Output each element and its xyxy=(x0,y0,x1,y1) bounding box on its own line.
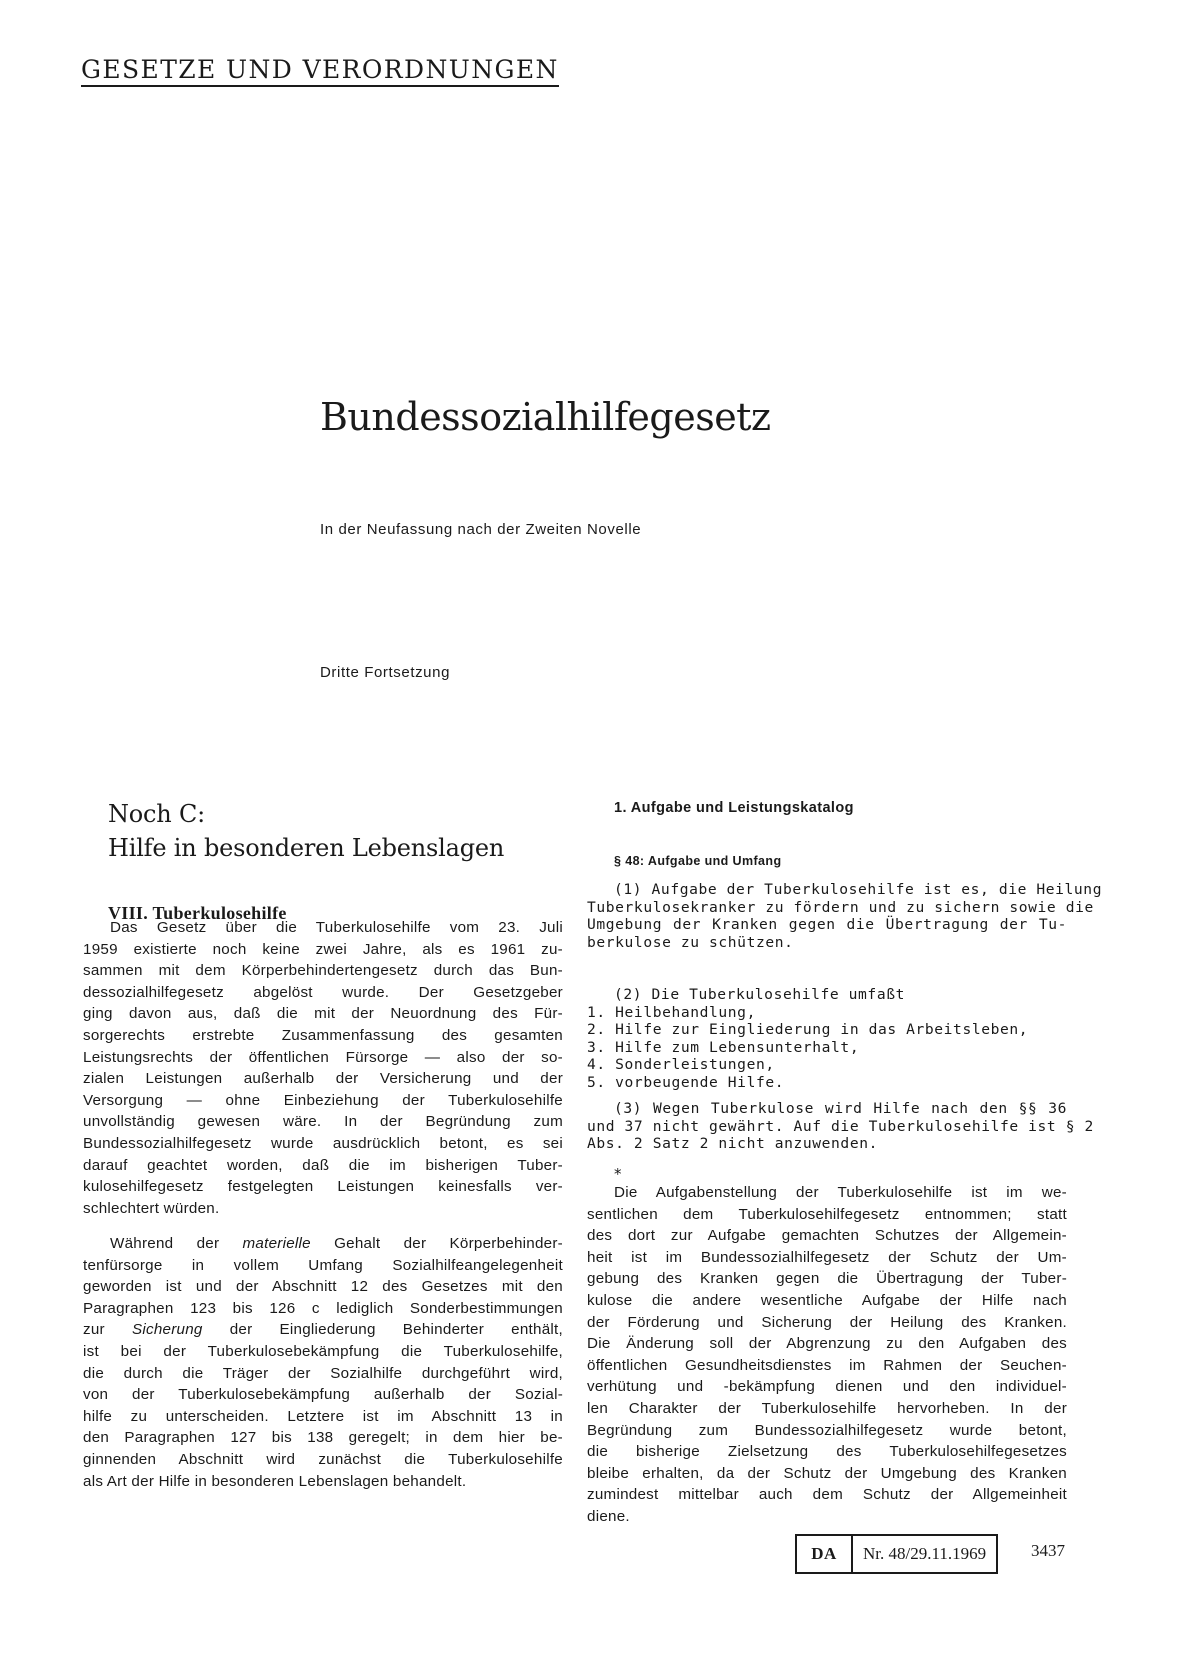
text-line: sorgerechts erstrebte Zusammenfassung des gesamten xyxy=(83,1026,563,1044)
text-line: 1959 existierte noch keine zwei Jahre, als es 1961 zu- xyxy=(83,940,563,958)
text-line: 3. Hilfe zum Lebensunterhalt, xyxy=(587,1038,860,1056)
text-line: Die Aufgabenstellung der Tuberkulosehilfe ist im we- xyxy=(614,1184,1067,1201)
text-segment: den Paragraphen 127 bis 138 geregelt; in dem hier be- xyxy=(83,1429,563,1447)
text-line: Bundessozialhilfegesetz wurde ausdrücklich betont, es sei xyxy=(83,1134,563,1152)
part-title-line: Noch C: xyxy=(108,800,206,828)
part-title xyxy=(108,797,588,865)
text-line xyxy=(83,1233,563,1255)
text-line: Leistungsrechts der öffentlichen Fürsorge — also der so- xyxy=(83,1048,563,1066)
text-line: zialen Leistungen außerhalb der Versicherung und der xyxy=(83,1070,563,1088)
text-line: kulose die andere wesentliche Aufgabe der Hilfe nach xyxy=(587,1291,1067,1309)
document-title: Bundessozialhilfegesetz xyxy=(320,395,771,439)
left-paragraph-1 xyxy=(83,917,563,1219)
law-paragraph-1 xyxy=(587,881,1103,951)
text-segment: von der Tuberkulosebekämpfung außerhalb der Sozial- xyxy=(83,1386,563,1404)
text-line xyxy=(83,1363,563,1385)
footer-issue-box xyxy=(795,1534,998,1574)
text-line: diene. xyxy=(587,1507,630,1525)
text-line: 2. Hilfe zur Eingliederung in das Arbeitsleben, xyxy=(587,1021,1029,1039)
issue-number: Nr. 48/29.11.1969 xyxy=(863,1544,987,1563)
text-line: Das Gesetz über die Tuberkulosehilfe vom 23. Juli xyxy=(110,919,563,936)
text-line: dessozialhilfegesetz abgelöst wurde. Der Gesetzgeber xyxy=(83,983,563,1001)
text-line: des dort zur Aufgabe gemachten Schutzes der Allgemein- xyxy=(587,1227,1067,1245)
text-segment: zur xyxy=(83,1321,132,1339)
text-line xyxy=(83,1384,563,1406)
subsection-heading: VIII. Tuberkulosehilfe xyxy=(108,903,287,923)
text-segment: ist bei der Tuberkulosebekämpfung die Tuberkulosehilfe, xyxy=(83,1342,563,1360)
text-line: Tuberkulosekranker zu fördern und zu sichern sowie die xyxy=(587,898,1094,916)
text-line: der Förderung und Sicherung der Heilung des Kranken. xyxy=(587,1313,1067,1331)
chapter-heading: 1. Aufgabe und Leistungskatalog xyxy=(614,800,854,816)
text-line: Abs. 2 Satz 2 nicht anzuwenden. xyxy=(587,1135,878,1153)
journal-logo: DA xyxy=(797,1536,853,1572)
text-line xyxy=(83,1255,563,1277)
text-segment: der Eingliederung Behinderter enthält, xyxy=(202,1321,563,1339)
text-line: heit ist im Bundessozialhilfegesetz der Schutz der Um- xyxy=(587,1248,1067,1266)
text-line: und 37 nicht gewährt. Auf die Tuberkulosehilfe ist § 2 xyxy=(587,1117,1094,1135)
text-line: schlechtert würden. xyxy=(83,1199,220,1217)
text-line: gebung des Kranken gegen die Übertragung der Tuber- xyxy=(587,1270,1067,1288)
text-line: 5. vorbeugende Hilfe. xyxy=(587,1073,785,1091)
text-line xyxy=(83,1471,563,1493)
text-line: bleibe erhalten, da der Schutz der Umgebung des Kranken xyxy=(587,1464,1067,1482)
commentary-paragraph xyxy=(587,1182,1067,1528)
paragraph-heading: § 48: Aufgabe und Umfang xyxy=(614,854,782,868)
text-line xyxy=(83,1427,563,1449)
separator-asterisk: * xyxy=(614,1165,622,1183)
text-line: sammen mit dem Körperbehindertengesetz durch das Bun- xyxy=(83,962,563,980)
text-line: zumindest mittelbar auch dem Schutz der Allgemeinheit xyxy=(587,1486,1067,1504)
text-line xyxy=(83,1276,563,1298)
text-line xyxy=(83,1341,563,1363)
text-line: (1) Aufgabe der Tuberkulosehilfe ist es, die Heilung xyxy=(614,881,1103,898)
text-segment: die durch die Träger der Sozialhilfe durchgeführt wird, xyxy=(83,1364,563,1382)
text-line: 4. Sonderleistungen, xyxy=(587,1056,775,1074)
text-line: kulosehilfegesetz festgelegten Leistungen keinesfalls ver- xyxy=(83,1178,563,1196)
text-line: öffentlichen Gesundheitsdienstes im Rahmen der Seuchen- xyxy=(587,1356,1067,1374)
text-segment: als Art der Hilfe in besonderen Lebenslagen behandelt. xyxy=(83,1472,467,1490)
left-paragraph-2 xyxy=(83,1233,563,1492)
emphasized-text: Sicherung xyxy=(131,1321,203,1339)
section-heading: GESETZE UND VERORDNUNGEN xyxy=(81,56,559,87)
text-segment: Während der xyxy=(110,1235,243,1252)
text-line xyxy=(83,1406,563,1428)
text-line xyxy=(83,1449,563,1471)
text-line: berkulose zu schützen. xyxy=(587,933,794,951)
document-subtitle: In der Neufassung nach der Zweiten Novelle xyxy=(320,521,642,538)
text-line xyxy=(83,1298,563,1320)
law-paragraph-3 xyxy=(587,1100,1094,1153)
text-line: verhütung und -bekämpfung dienen und den individuel- xyxy=(587,1378,1067,1396)
law-paragraph-2 xyxy=(587,986,1067,1092)
text-segment: Paragraphen 123 bis 126 c lediglich Sonderbestimmungen xyxy=(83,1299,563,1317)
part-title-line: Hilfe in besonderen Lebenslagen xyxy=(108,834,505,862)
text-line: ging davon aus, daß die mit der Neuordnung des Für- xyxy=(83,1005,563,1023)
text-line: die bisherige Zielsetzung des Tuberkulosehilfegesetzes xyxy=(587,1443,1067,1461)
text-line: (2) Die Tuberkulosehilfe umfaßt xyxy=(614,986,905,1003)
text-line: Begründung zum Bundessozialhilfegesetz wurde betont, xyxy=(587,1421,1067,1439)
text-line: (3) Wegen Tuberkulose wird Hilfe nach den §§ 36 xyxy=(614,1100,1067,1117)
page-number: 3437 xyxy=(1031,1541,1065,1560)
text-line: Umgebung der Kranken gegen die Übertragung der Tu- xyxy=(587,916,1067,934)
text-line: Die Änderung soll der Abgrenzung zu den Aufgaben des xyxy=(587,1335,1067,1353)
text-line: unvollständig gewesen wäre. In der Begründung zum xyxy=(83,1113,563,1131)
text-line xyxy=(83,1319,563,1341)
text-line: Versorgung — ohne Einbeziehung der Tuberkulosehilfe xyxy=(83,1091,563,1109)
text-line: 1. Heilbehandlung, xyxy=(587,1003,756,1021)
text-segment: Gehalt der Körperbehinder- xyxy=(310,1235,563,1252)
emphasized-text: materielle xyxy=(242,1235,311,1252)
text-line: sentlichen dem Tuberkulosehilfegesetz entnommen; statt xyxy=(587,1205,1067,1223)
text-segment: ginnenden Abschnitt wird zunächst die Tuberkulosehilfe xyxy=(83,1450,563,1468)
text-segment: tenfürsorge in vollem Umfang Sozialhilfeangelegenheit xyxy=(83,1256,563,1274)
continuation-note: Dritte Fortsetzung xyxy=(320,664,451,681)
text-line: darauf geachtet worden, daß die im bisherigen Tuber- xyxy=(83,1156,563,1174)
text-line: len Charakter der Tuberkulosehilfe hervorheben. In der xyxy=(587,1399,1067,1417)
text-segment: hilfe zu unterscheiden. Letztere ist im Abschnitt 13 in xyxy=(83,1407,563,1425)
text-segment: geworden ist und der Abschnitt 12 des Gesetzes mit den xyxy=(83,1278,563,1296)
